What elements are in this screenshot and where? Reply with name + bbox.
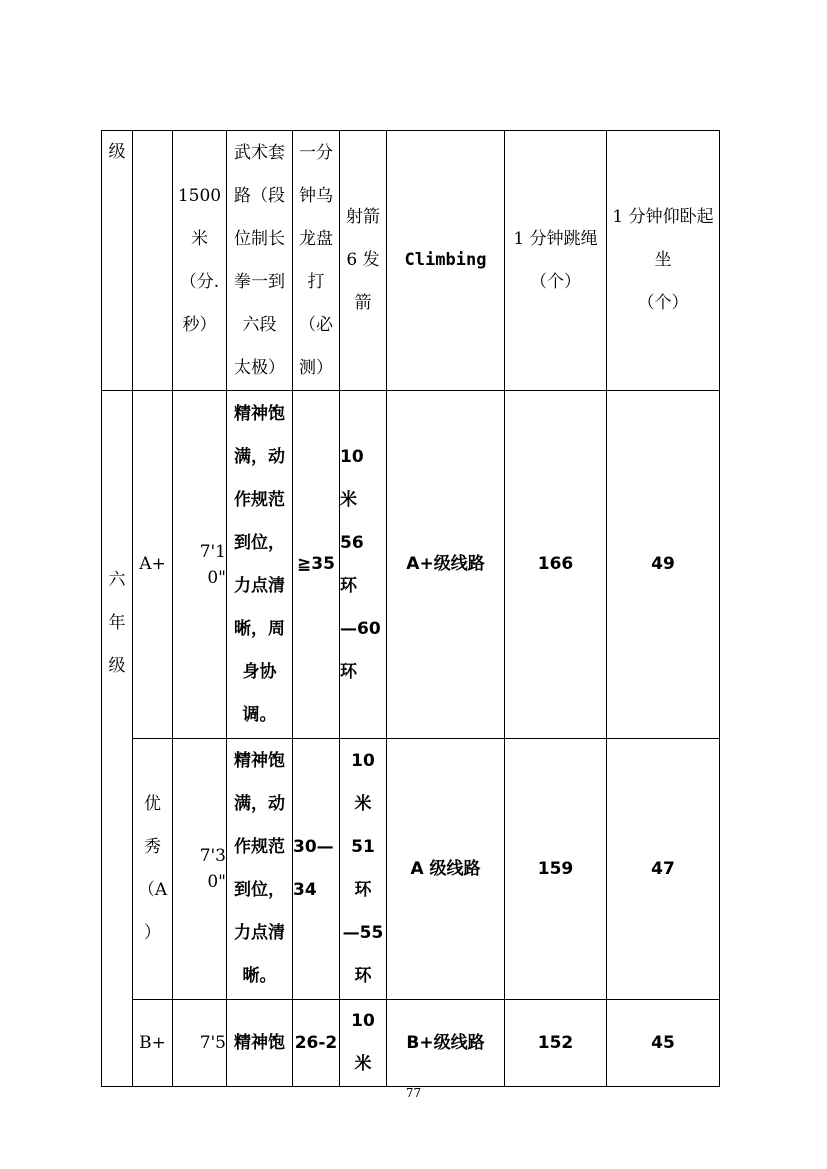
run-cell: 7'5 <box>173 1000 227 1087</box>
grade-name-cell: 六 年 级 <box>102 391 133 1087</box>
archery-cell: 10 米 <box>340 1000 387 1087</box>
page-number: 77 <box>405 1086 422 1100</box>
climbing-cell: A+级线路 <box>387 391 505 739</box>
run-cell: 7'1 0" <box>173 391 227 739</box>
dragon-header-cell: 一分 钟乌 龙盘 打 （必 测） <box>293 131 340 391</box>
level-cell: A+ <box>133 391 173 739</box>
situps-cell: 49 <box>607 391 720 739</box>
dragon-cell: ≧35 <box>293 391 340 739</box>
situps-cell: 45 <box>607 1000 720 1087</box>
archery-cell: 10 米 51 环 —55 环 <box>340 739 387 1000</box>
jump-rope-cell: 152 <box>505 1000 607 1087</box>
level-cell: B+ <box>133 1000 173 1087</box>
wushu-cell: 精神饱 满，动 作规范 到位， 力点清 晰，周 身协 调。 <box>227 391 293 739</box>
climbing-header-cell: Climbing <box>387 131 505 391</box>
table-row <box>102 391 720 739</box>
dragon-cell: 30— 34 <box>293 739 340 1000</box>
grade-header-cell: 级 <box>102 131 133 391</box>
level-header-cell <box>133 131 173 391</box>
wushu-cell: 精神饱 <box>227 1000 293 1087</box>
wushu-cell: 精神饱 满，动 作规范 到位， 力点清 晰。 <box>227 739 293 1000</box>
run-header-cell: 1500 米 （分. 秒） <box>173 131 227 391</box>
climbing-cell: A 级线路 <box>387 739 505 1000</box>
wushu-header-cell: 武术套 路（段 位制长 拳一到 六段 太极） <box>227 131 293 391</box>
table-row <box>102 739 720 1000</box>
situps-header-cell: 1 分钟仰卧起 坐 （个） <box>607 131 720 391</box>
header-row <box>102 131 720 391</box>
jump-rope-header-cell: 1 分钟跳绳 （个） <box>505 131 607 391</box>
archery-cell: 10 米 56 环 —60 环 <box>340 391 387 739</box>
run-cell: 7'3 0" <box>173 739 227 1000</box>
climbing-cell: B+级线路 <box>387 1000 505 1087</box>
table-row <box>102 1000 720 1087</box>
archery-header-cell: 射箭 6 发 箭 <box>340 131 387 391</box>
dragon-cell: 26-2 <box>293 1000 340 1087</box>
level-cell: 优 秀 （A ） <box>133 739 173 1000</box>
jump-rope-cell: 159 <box>505 739 607 1000</box>
situps-cell: 47 <box>607 739 720 1000</box>
standards-table <box>101 130 720 1087</box>
jump-rope-cell: 166 <box>505 391 607 739</box>
